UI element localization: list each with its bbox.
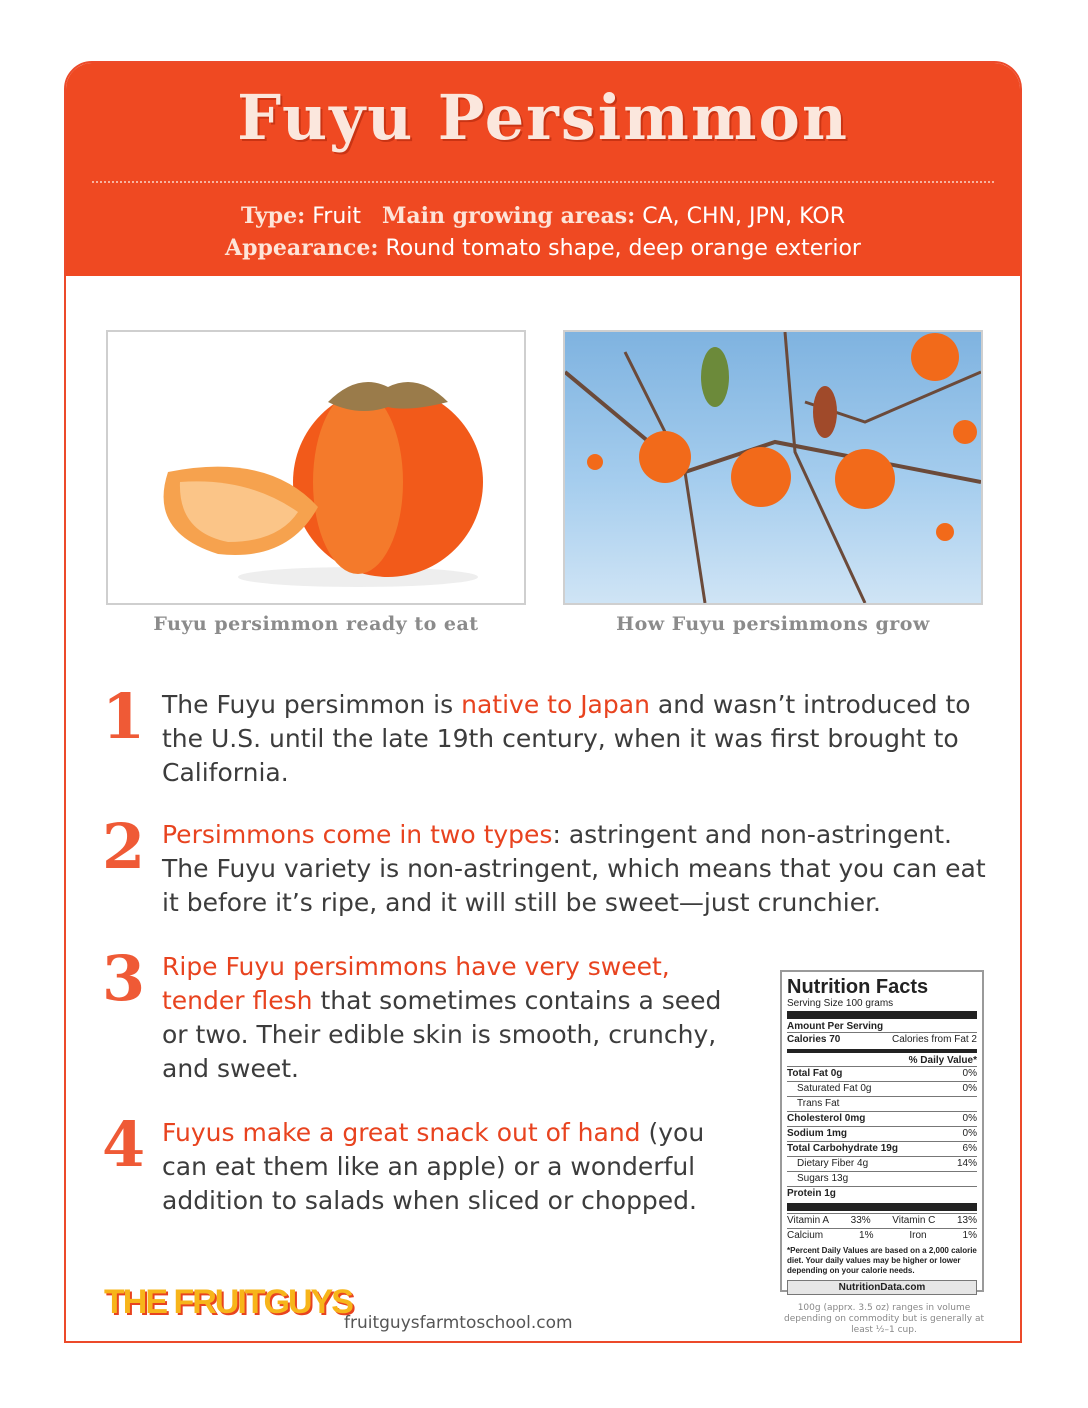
nutrition-source: NutritionData.com [787, 1280, 977, 1295]
nutrient-row [787, 1096, 977, 1111]
nutrition-facts-label [780, 970, 984, 1292]
fact-sheet-card [64, 61, 1022, 1343]
type-value: Fruit [312, 204, 362, 229]
fact-post: : astringent and non-astringent. The Fuyu variety is non-astringent, which means that you can eat it before it’s ripe, and it will still be sweet—just crunchier. [162, 820, 986, 917]
calories: Calories 70 [787, 1034, 841, 1045]
iron-value: 1% [962, 1230, 977, 1241]
tree-illustration [565, 332, 981, 603]
protein: Protein 1g [787, 1188, 836, 1199]
nutrient-label: Sodium 1mg [787, 1128, 848, 1139]
dotted-divider [92, 181, 994, 183]
nutrient-label: Trans Fat [797, 1098, 840, 1109]
nutrition-title: Nutrition Facts [787, 976, 929, 998]
vitamin-row [787, 1213, 977, 1228]
fact-number: 4 [102, 1108, 146, 1181]
vitamin-c: Vitamin C [892, 1215, 936, 1226]
calories-fat: Calories from Fat 2 [891, 1034, 977, 1045]
calories-row [787, 1032, 977, 1047]
nutrient-value: 14% [956, 1158, 977, 1169]
daily-value-header: % Daily Value* [908, 1055, 977, 1066]
fact-text [162, 688, 992, 790]
nutrient-row [787, 1111, 977, 1126]
nutrient-label: Dietary Fiber 4g [797, 1158, 869, 1169]
calcium-value: 1% [859, 1230, 874, 1241]
medium-rule [787, 1049, 977, 1053]
nutrient-label: Sugars 13g [797, 1173, 849, 1184]
daily-value-note: *Percent Daily Values are based on a 2,000 calorie diet. Your daily values may be higher or lower depending on your calorie needs. [787, 1246, 977, 1275]
mineral-row [787, 1228, 977, 1243]
amount-per-serving: Amount Per Serving [787, 1021, 884, 1032]
fact-text [162, 818, 992, 920]
nutrient-row [787, 1141, 977, 1156]
fact-pre: The Fuyu persimmon is [162, 690, 462, 719]
website-url: fruitguysfarmtoschool.com [344, 1313, 573, 1333]
header-banner [66, 63, 1020, 276]
nutrient-label: Saturated Fat 0g [797, 1083, 872, 1094]
fact-highlight: Ripe Fuyu persimmons have very sweet, tender flesh [162, 952, 670, 1015]
areas-value: CA, CHN, JPN, KOR [642, 204, 845, 229]
fact-text [162, 950, 752, 1086]
fact-highlight: Fuyus make a great snack out of hand [162, 1118, 641, 1147]
page-title: Fuyu Persimmon [237, 81, 849, 154]
fact-post: that sometimes contains a seed or two. Their edible skin is smooth, crunchy, and sweet. [162, 986, 722, 1083]
serving-size: Serving Size 100 grams [787, 998, 894, 1009]
serving-footnote: 100g (apprx. 3.5 oz) ranges in volume depending on commodity but is generally at least ½–1 cup. [784, 1303, 984, 1335]
vitamin-a-value: 33% [850, 1215, 871, 1226]
fruitguys-logo: THE FRUITGUYS [104, 1283, 352, 1321]
persimmon-illustration [108, 332, 524, 603]
areas-label: Main growing areas: [382, 203, 636, 229]
nutrient-row [787, 1081, 977, 1096]
appearance-label: Appearance: [225, 235, 379, 261]
nutrient-value: 0% [962, 1113, 977, 1124]
appearance-value: Round tomato shape, deep orange exterior [385, 236, 861, 261]
nutrient-label: Total Fat 0g [787, 1068, 843, 1079]
nutrient-label: Total Carbohydrate 19g [787, 1143, 898, 1154]
thick-rule [787, 1011, 977, 1019]
nutrient-row [787, 1126, 977, 1141]
nutrient-value: 6% [962, 1143, 977, 1154]
fact-highlight: Persimmons come in two types [162, 820, 553, 849]
fact-post: and wasn’t introduced to the U.S. until the late 19th century, when it was first brought to California. [162, 690, 971, 787]
fact-number: 2 [102, 810, 146, 883]
nutrient-label: Cholesterol 0mg [787, 1113, 866, 1124]
vitamin-a: Vitamin A [787, 1215, 830, 1226]
fact-highlight: native to Japan [461, 690, 650, 719]
fact-text [162, 1116, 752, 1218]
left-photo-caption: Fuyu persimmon ready to eat [153, 613, 479, 635]
fact-post: (you can eat them like an apple) or a wonderful addition to salads when sliced or chopped. [162, 1118, 705, 1215]
fact-number: 1 [102, 680, 146, 753]
fact-number: 3 [102, 942, 146, 1015]
protein-row [787, 1186, 977, 1201]
meta-line-2 [66, 235, 1020, 261]
meta-line-1 [66, 203, 1020, 229]
persimmon-photo [106, 330, 526, 605]
nutrient-row [787, 1156, 977, 1171]
nutrient-value: 0% [962, 1128, 977, 1139]
nutrient-row [787, 1066, 977, 1081]
thick-rule [787, 1203, 977, 1211]
type-label: Type: [240, 203, 306, 229]
vitamin-c-value: 13% [956, 1215, 977, 1226]
right-photo-caption: How Fuyu persimmons grow [616, 613, 930, 635]
nutrient-value: 0% [962, 1083, 977, 1094]
nutrient-value: 0% [962, 1068, 977, 1079]
nutrient-row [787, 1171, 977, 1186]
iron: Iron [909, 1230, 927, 1241]
calcium: Calcium [787, 1230, 824, 1241]
persimmon-tree-photo [563, 330, 983, 605]
